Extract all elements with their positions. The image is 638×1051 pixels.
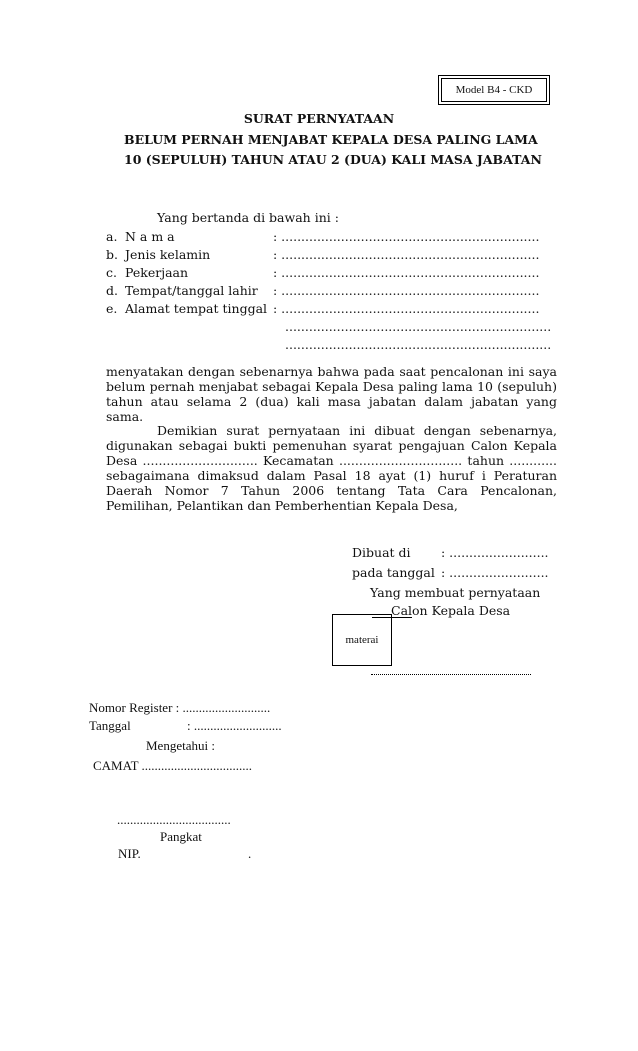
mengetahui-text: Mengetahui : bbox=[146, 738, 215, 753]
statement-paragraph bbox=[106, 364, 557, 424]
pada-tanggal-value: : ......................... bbox=[441, 565, 549, 580]
materai-stamp-box: materai bbox=[332, 614, 392, 666]
pada-tanggal-label: pada tanggal bbox=[352, 565, 435, 580]
closing-line: Desa ............................. Kecamatan ............................... tahun ............ bbox=[106, 453, 557, 468]
field-letter-a: a. bbox=[106, 229, 118, 244]
document-subtitle-line-2: 10 (SEPULUH) TAHUN ATAU 2 (DUA) KALI MASA JABATAN bbox=[124, 152, 542, 167]
field-letter-d: d. bbox=[106, 283, 118, 298]
closing-paragraph bbox=[106, 423, 557, 513]
model-label-box: Model B4 - CKD bbox=[441, 78, 547, 102]
camat-text: CAMAT .................................. bbox=[93, 758, 253, 773]
closing-line: digunakan sebagai bukti pemenuhan syarat pengajuan Calon Kepala bbox=[106, 438, 557, 453]
dibuat-di-value: : ......................... bbox=[441, 545, 549, 560]
pangkat-text: Pangkat bbox=[160, 829, 202, 844]
closing-line: sebagaimana dimaksud dalam Pasal 18 ayat (1) huruf i Peraturan bbox=[106, 468, 557, 483]
official-name-line: ................................... bbox=[117, 812, 231, 827]
dibuat-di-label: Dibuat di bbox=[352, 545, 411, 560]
closing-line: Pemilihan, Pelantikan dan Pemberhentian Kepala Desa, bbox=[106, 498, 458, 513]
field-label-pekerjaan: Pekerjaan bbox=[125, 265, 189, 280]
tanggal-value: : ........................... bbox=[187, 718, 282, 733]
signature-line bbox=[371, 668, 531, 675]
nip-value: . bbox=[248, 846, 252, 861]
nomor-register: Nomor Register : ........................... bbox=[89, 700, 271, 715]
field-label-tempat-tanggal-lahir: Tempat/tanggal lahir bbox=[125, 283, 258, 298]
field-letter-e: e. bbox=[106, 301, 118, 316]
tanggal-label: Tanggal bbox=[89, 718, 131, 733]
field-value-alamat: : ................................................................. bbox=[273, 301, 540, 316]
calon-kepala-desa-text: Calon Kepala Desa bbox=[391, 603, 511, 618]
closing-line: Demikian surat pernyataan ini dibuat dengan sebenarnya, bbox=[157, 423, 557, 438]
field-letter-c: c. bbox=[106, 265, 117, 280]
yang-membuat-text: Yang membuat pernyataan bbox=[370, 585, 541, 600]
field-value-nama: : ................................................................. bbox=[273, 229, 540, 244]
statement-line: belum pernah menjabat sebagai Kepala Desa paling lama 10 (sepuluh) bbox=[106, 379, 557, 394]
field-label-nama: N a m a bbox=[125, 229, 175, 244]
statement-line: menyatakan dengan sebenarnya bahwa pada saat pencalonan ini saya bbox=[106, 364, 557, 379]
intro-text: Yang bertanda di bawah ini : bbox=[157, 210, 339, 225]
field-value-pekerjaan: : ................................................................. bbox=[273, 265, 540, 280]
statement-line: tahun atau selama 2 (dua) kali masa jabatan dalam jabatan yang sama. bbox=[106, 394, 557, 424]
field-value-alamat-line-3: ................................................................... bbox=[285, 337, 552, 352]
closing-line: Daerah Nomor 7 Tahun 2006 tentang Tata Cara Pencalonan, bbox=[106, 483, 557, 498]
field-label-alamat: Alamat tempat tinggal bbox=[125, 301, 268, 316]
document-title: SURAT PERNYATAAN bbox=[243, 111, 395, 126]
field-value-jenis-kelamin: : ................................................................. bbox=[273, 247, 540, 262]
field-value-tempat-tanggal-lahir: : ................................................................. bbox=[273, 283, 540, 298]
field-value-alamat-line-2: ................................................................... bbox=[285, 319, 552, 334]
nip-label: NIP. bbox=[118, 846, 141, 861]
field-letter-b: b. bbox=[106, 247, 118, 262]
field-label-jenis-kelamin: Jenis kelamin bbox=[125, 247, 211, 262]
document-subtitle-line-1: BELUM PERNAH MENJABAT KEPALA DESA PALING LAMA bbox=[124, 132, 538, 147]
